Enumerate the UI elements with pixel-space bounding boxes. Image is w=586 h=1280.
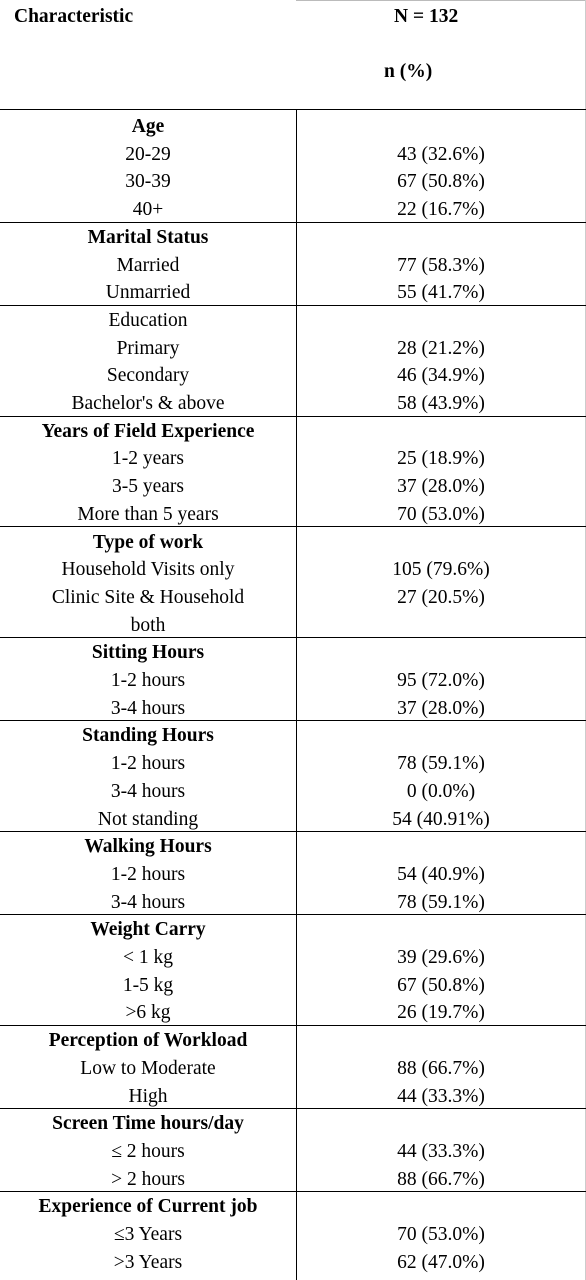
row-value: 54 (40.9%) <box>397 863 485 885</box>
row-divider <box>0 1108 586 1109</box>
row-value: 62 (47.0%) <box>397 1251 485 1273</box>
row-divider <box>0 914 586 915</box>
row-value: 78 (59.1%) <box>397 891 485 913</box>
section-title: Type of work <box>92 531 204 553</box>
row-value: 27 (20.5%) <box>397 586 485 608</box>
row-value: 26 (19.7%) <box>397 1002 485 1024</box>
section-title: Experience of Current job <box>38 1196 258 1218</box>
section-title: Standing Hours <box>82 725 214 747</box>
row-label: Unmarried <box>105 282 191 304</box>
row-label: More than 5 years <box>77 503 219 525</box>
row-label: >3 Years <box>113 1251 183 1273</box>
header-characteristic: Characteristic <box>14 6 134 27</box>
row-label: ≤ 2 hours <box>111 1140 185 1162</box>
row-value: 95 (72.0%) <box>397 670 485 691</box>
row-label: 3-4 hours <box>110 697 186 719</box>
row-value: 37 (28.0%) <box>397 697 485 719</box>
row-label: 1-5 kg <box>122 974 174 996</box>
row-label: Secondary <box>106 365 190 387</box>
row-value: 0 (0.0%) <box>406 780 476 802</box>
row-label-continued: both <box>130 614 166 636</box>
section-title: Marital Status <box>87 226 209 248</box>
row-label: 1-2 years <box>111 448 184 470</box>
row-label: Primary <box>116 337 180 359</box>
row-value: 70 (53.0%) <box>397 503 485 525</box>
row-divider <box>0 831 586 832</box>
row-value: 22 (16.7%) <box>397 199 485 221</box>
row-value: 37 (28.0%) <box>397 476 485 498</box>
row-value: 44 (33.3%) <box>397 1140 485 1162</box>
row-value: 88 (66.7%) <box>397 1057 485 1079</box>
row-divider <box>0 637 586 638</box>
row-value: 105 (79.6%) <box>392 559 490 581</box>
section-title: Screen Time hours/day <box>52 1113 244 1135</box>
section-title: Years of Field Experience <box>41 420 255 442</box>
section-title: Weight Carry <box>90 919 206 941</box>
row-divider <box>0 720 586 721</box>
row-value: 67 (50.8%) <box>397 974 485 996</box>
row-divider <box>0 1025 586 1026</box>
row-value: 28 (21.2%) <box>397 337 485 359</box>
header-n-total: N = 132 <box>394 6 459 27</box>
row-label: 3-4 hours <box>110 780 186 802</box>
row-value: 54 (40.91%) <box>392 808 490 830</box>
row-value: 78 (59.1%) <box>397 753 485 775</box>
row-label: < 1 kg <box>123 947 173 968</box>
section-title: Sitting Hours <box>91 642 205 664</box>
row-value: 88 (66.7%) <box>397 1168 485 1190</box>
column-divider <box>296 109 297 1280</box>
row-value: 25 (18.9%) <box>397 448 485 470</box>
row-label: Bachelor's & above <box>71 393 225 414</box>
section-title: Walking Hours <box>84 836 212 858</box>
row-divider <box>0 526 586 527</box>
section-title: Perception of Workload <box>48 1030 248 1052</box>
row-label: Not standing <box>97 808 199 830</box>
row-label: 20-29 <box>125 143 171 165</box>
row-label: 30-39 <box>125 171 171 193</box>
row-label: >6 kg <box>125 1002 171 1024</box>
row-divider <box>0 416 586 417</box>
row-value: 46 (34.9%) <box>397 365 485 387</box>
row-value: 58 (43.9%) <box>397 393 485 414</box>
row-divider <box>0 109 586 110</box>
row-label: 3-5 years <box>111 476 184 498</box>
row-divider <box>0 222 586 223</box>
row-label: Household Visits only <box>61 559 235 581</box>
row-label: 1-2 hours <box>110 670 186 691</box>
header-n-percent: n (%) <box>384 61 433 82</box>
row-label: Married <box>116 254 180 276</box>
row-label: 1-2 hours <box>110 863 186 885</box>
row-label: 3-4 hours <box>110 891 186 913</box>
row-value: 43 (32.6%) <box>397 143 485 165</box>
row-value: 55 (41.7%) <box>397 282 485 304</box>
row-label: ≤3 Years <box>113 1224 183 1245</box>
section-title: Education <box>108 309 188 331</box>
row-value: 67 (50.8%) <box>397 171 485 193</box>
row-label: High <box>128 1085 168 1107</box>
row-label: 1-2 hours <box>110 753 186 775</box>
row-label: > 2 hours <box>111 1168 185 1190</box>
section-title: Age <box>131 116 165 137</box>
row-value: 44 (33.3%) <box>397 1085 485 1107</box>
top-rule <box>296 0 586 1</box>
row-label: 40+ <box>132 199 164 221</box>
row-value: 70 (53.0%) <box>397 1224 485 1245</box>
row-value: 39 (29.6%) <box>397 947 485 968</box>
row-value: 77 (58.3%) <box>397 254 485 276</box>
row-label: Clinic Site & Household <box>51 586 245 608</box>
row-divider <box>0 305 586 306</box>
row-label: Low to Moderate <box>80 1057 216 1079</box>
row-divider <box>0 1191 586 1192</box>
